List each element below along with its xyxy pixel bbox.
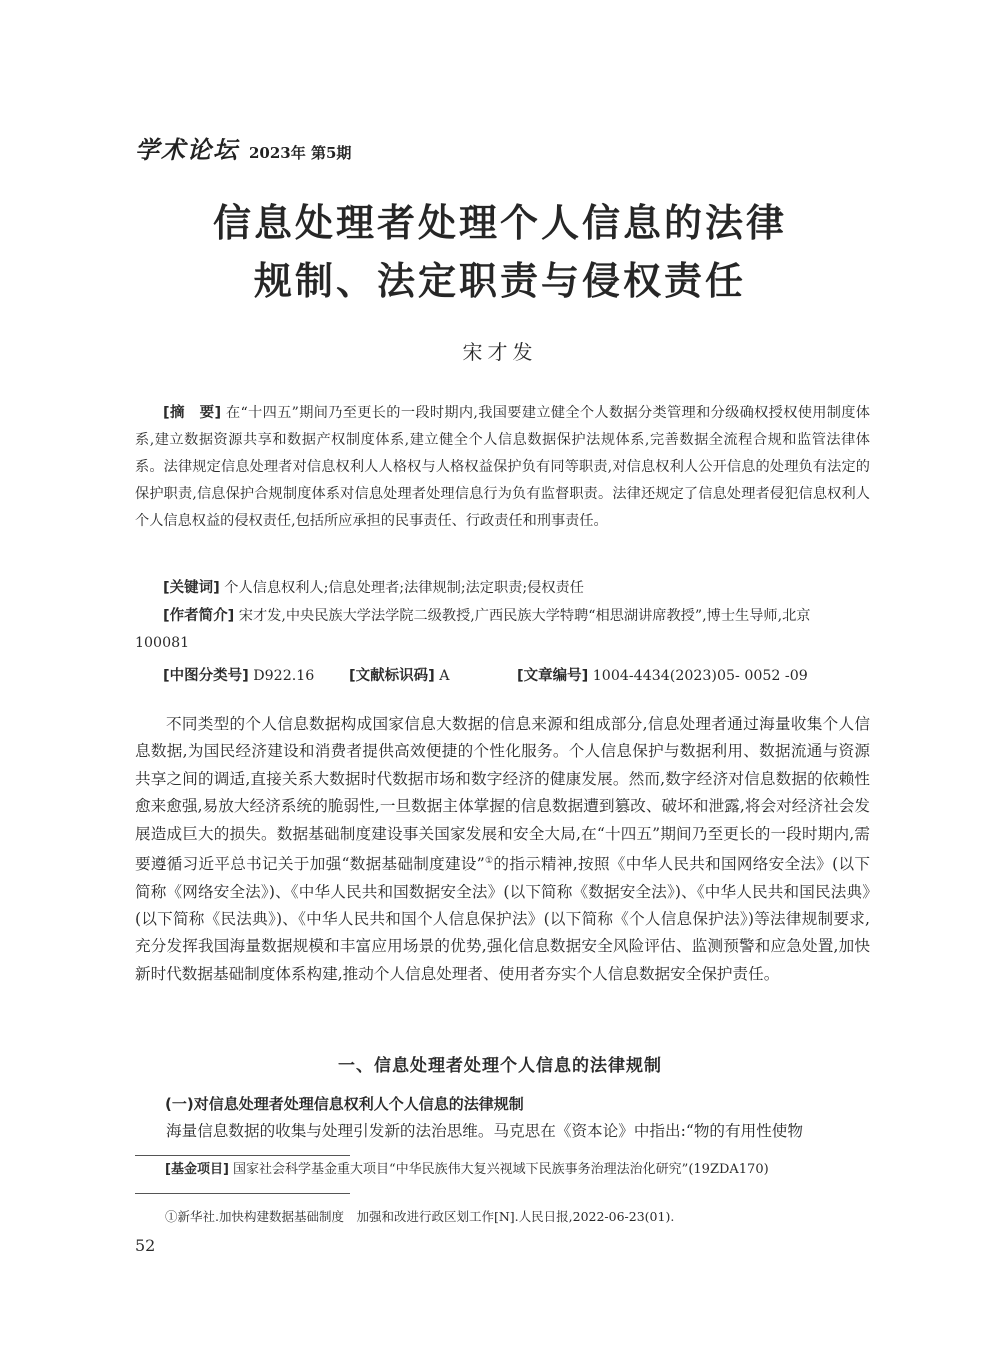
section-heading-1: 一、信息处理者处理个人信息的法律规制 (338, 1056, 662, 1076)
fund-label: [基金项目] (165, 1162, 229, 1177)
footnote-1: ①新华社.加快构建数据基础制度 加强和改进行政区划工作[N].人民日报,2022-06-23(01). (165, 1209, 675, 1224)
abstract (135, 400, 870, 535)
abstract-label: [摘 要] (163, 405, 222, 421)
author-bio-label: [作者简介] (163, 608, 235, 624)
footnote-marker-1[interactable]: ① (484, 856, 494, 867)
article-number-label: [文章编号] (517, 668, 589, 684)
page-number: 52 (135, 1236, 156, 1255)
doc-code-field (349, 663, 517, 690)
classification-line (135, 663, 898, 690)
subsection-heading-1: (一)对信息处理者处理信息权利人个人信息的法律规制 (165, 1095, 524, 1113)
article-number-field (517, 663, 808, 690)
footnote-divider-2 (135, 1193, 350, 1194)
paragraph-1-part-b: 的指示精神,按照《中华人民共和国网络安全法》(以下简称《网络安全法》)、《中华人民共和国数据安全法》(以下简称《数据安全法》)、《中华人民共和国民法典》(以下简称《民法典》)、《中华人民共和国个人信息保护法》(以下简称《个人信息保护法》)等法律规制要求,充分发挥我国海量数据规模和丰富应用场景的优势,强化信息数据安全风险评估、监测预警和应急处置,加快新时代数据基础制度体系构建,推动个人信息处理者、使用者夯实个人信息数据安全保护责任。 (135, 855, 871, 983)
fund-text: 国家社会科学基金重大项目“中华民族伟大复兴视域下民族事务治理法治化研究”(19ZDA170) (233, 1162, 769, 1177)
footnote-divider (135, 1155, 350, 1156)
article-author: 宋才发 (462, 340, 538, 364)
article-title-line-1: 信息处理者处理个人信息的法律 (212, 201, 787, 245)
fund-note (165, 1158, 769, 1177)
journal-issue: 2023年 第5期 (249, 144, 352, 162)
body-paragraph-2: 海量信息数据的收集与处理引发新的法治思维。马克思在《资本论》中指出:“物的有用性使物 (166, 1122, 803, 1140)
journal-name: 学术论坛 (135, 135, 239, 164)
clc-label: [中图分类号] (163, 668, 249, 684)
abstract-text: 在“十四五”期间乃至更长的一段时期内,我国要建立健全个人数据分类管理和分级确权授权使用制度体系,建立数据资源共享和数据产权制度体系,建立健全个人信息数据保护法规体系,完善数据全流程合规和监管法律体系。法律规定信息处理者对信息权利人人格权与人格权益保护负有同等职责,对信息权利人公开信息的处理负有法定的保护职责,信息保护合规制度体系对信息处理者处理信息行为负有监督职责。法律还规定了信息处理者侵犯信息权利人个人信息权益的侵权责任,包括所应承担的民事责任、行政责任和刑事责任。 (135, 405, 870, 529)
article-title-line-2: 规制、法定职责与侵权责任 (253, 259, 746, 303)
doc-code-label: [文献标识码] (349, 668, 435, 684)
body-paragraph-1 (135, 711, 870, 988)
clc-value: D922.16 (253, 668, 315, 684)
keywords-label: [关键词] (163, 580, 220, 596)
article-number-value: 1004-4434(2023)05- 0052 -09 (592, 668, 808, 684)
clc-field (163, 663, 349, 690)
paragraph-1-part-a: 不同类型的个人信息数据构成国家信息大数据的信息来源和组成部分,信息处理者通过海量收集个人信息数据,为国民经济建设和消费者提供高效便捷的个性化服务。个人信息保护与数据利用、数据流通与资源共享之间的调适,直接关系大数据时代数据市场和数字经济的健康发展。然而,数字经济对信息数据的依赖性愈来愈强,易放大经济系统的脆弱性,一旦数据主体掌握的信息数据遭到篡改、破坏和泄露,将会对经济社会发展造成巨大的损失。数据基础制度建设事关国家发展和安全大局,在“十四五”期间乃至更长的一段时期内,需要遵循习近平总书记关于加强“数据基础制度建设” (135, 715, 870, 874)
keywords-text: 个人信息权利人;信息处理者;法律规制;法定职责;侵权责任 (224, 580, 584, 596)
doc-code-value: A (439, 668, 450, 684)
keywords (135, 575, 898, 602)
author-bio-text: 宋才发,中央民族大学法学院二级教授,广西民族大学特聘“相思湖讲席教授”,博士生导师,北京 100081 (135, 608, 825, 651)
journal-header (135, 130, 352, 164)
author-bio (135, 603, 870, 657)
